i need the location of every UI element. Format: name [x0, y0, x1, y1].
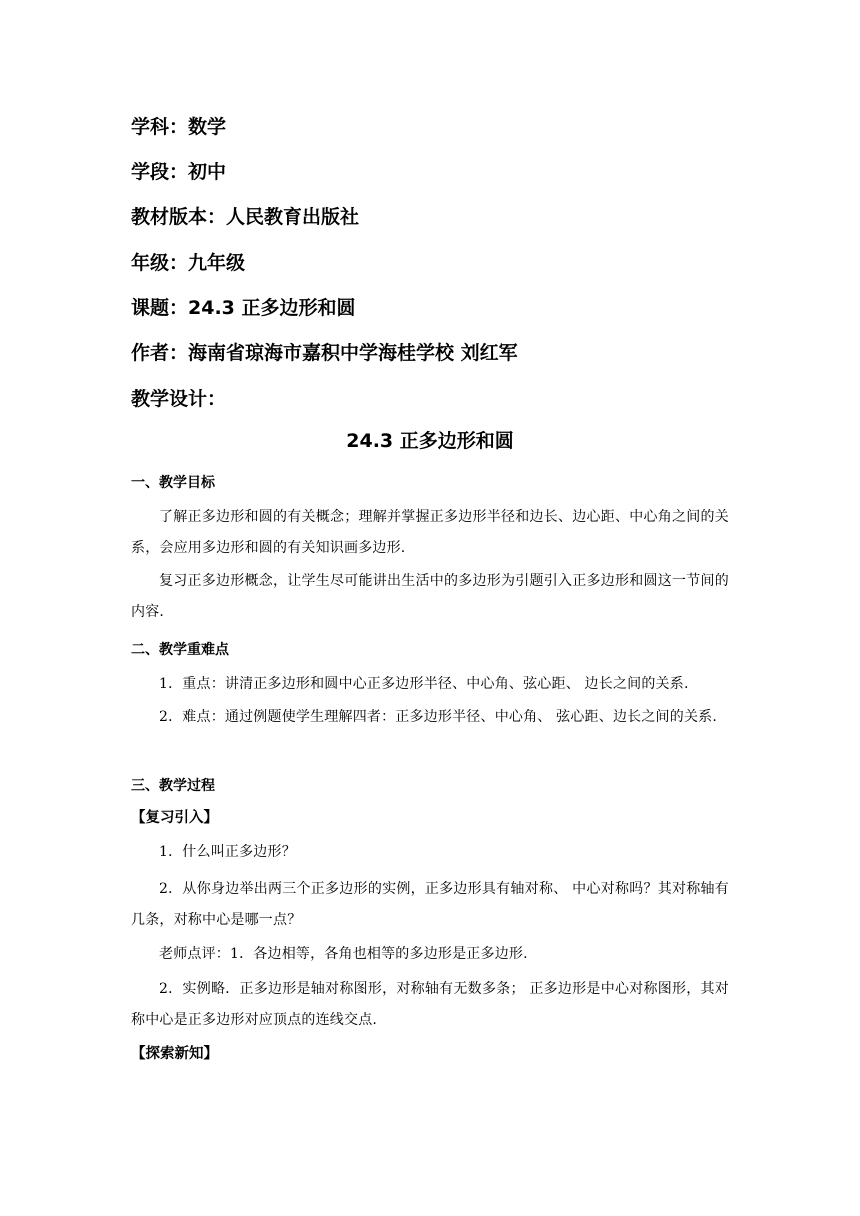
- review-label: 【复习引入】: [131, 810, 218, 826]
- heading-process: 三、教学过程: [131, 778, 215, 794]
- keypoints-paragraph-2: 2．难点：通过例题使学生理解四者：正多边形半径、中心角、 弦心距、边长之间的关系.: [159, 709, 718, 725]
- meta-subject: 学科：数学: [131, 116, 227, 138]
- meta-stage: 学段：初中: [131, 161, 227, 183]
- meta-edition: 教材版本：人民教育出版社: [131, 206, 360, 228]
- explore-label: 【探索新知】: [131, 1046, 218, 1062]
- meta-topic: 课题：24.3 正多边形和圆: [131, 297, 356, 319]
- goals-paragraph-2: 复习正多边形概念，让学生尽可能讲出生活中的多边形为引题引入正多边形和圆这一节间的内容.: [131, 573, 729, 620]
- question-1: 1．什么叫正多边形？: [159, 844, 296, 860]
- keypoints-paragraph-1: 1．重点：讲清正多边形和圆中心正多边形半径、中心角、弦心距、 边长之间的关系.: [159, 676, 689, 692]
- meta-grade: 年级：九年级: [131, 252, 246, 274]
- heading-goals: 一、教学目标: [131, 475, 215, 491]
- teacher-comment-1: 老师点评：1．各边相等，各角也相等的多边形是正多边形.: [159, 946, 528, 962]
- teacher-comment-2: 2．实例略．正多边形是轴对称图形，对称轴有无数多条； 正多边形是中心对称图形，其对称中心是正多边形对应顶点的连线交点.: [131, 981, 729, 1028]
- goals-paragraph-1: 了解正多边形和圆的有关概念；理解并掌握正多边形半径和边长、边心距、中心角之间的关系，会应用多边形和圆的有关知识画多边形.: [131, 509, 729, 556]
- meta-author: 作者：海南省琼海市嘉积中学海桂学校 刘红军: [131, 342, 518, 364]
- question-2: 2．从你身边举出两三个正多边形的实例，正多边形具有轴对称、 中心对称吗？其对称轴有几条，对称中心是哪一点？: [131, 881, 729, 928]
- heading-keypoints: 二、教学重难点: [131, 642, 229, 658]
- document-title: 24.3 正多边形和圆: [346, 430, 514, 452]
- meta-design: 教学设计：: [131, 388, 227, 410]
